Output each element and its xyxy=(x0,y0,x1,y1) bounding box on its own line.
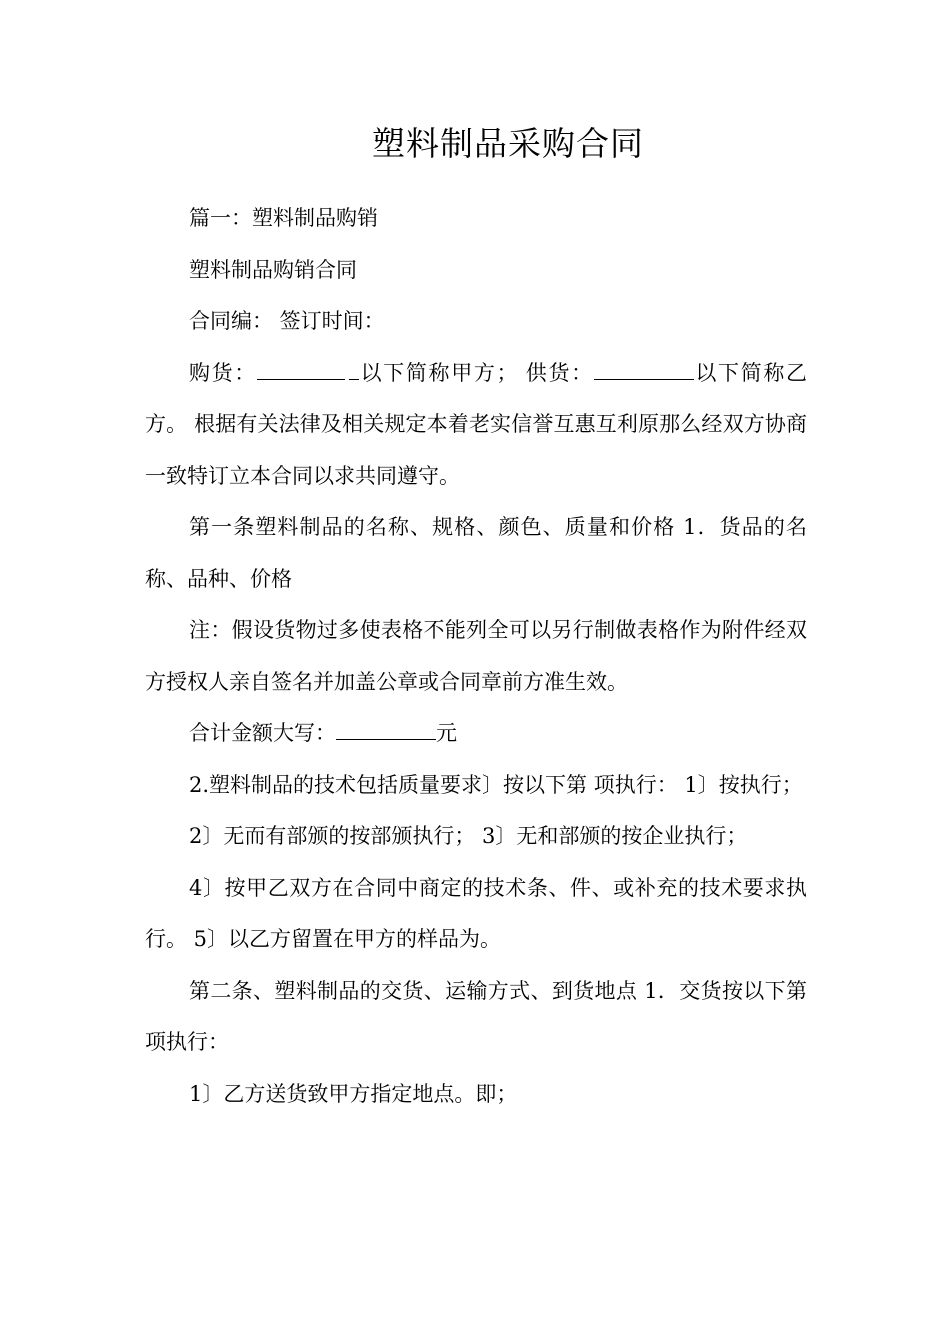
paragraph-article-2: 第二条、塑料制品的交货、运输方式、到货地点 1．交货按以下第 项执行： xyxy=(145,978,807,1054)
total-amount-unit: 元 xyxy=(436,721,457,745)
paragraph-note: 注：假设货物过多使表格不能列全可以另行制做表格作为附件经双方授权人亲自签名并加盖公章或合同章前方准生效。 xyxy=(145,618,807,694)
total-amount-blank xyxy=(336,717,436,740)
paragraph-contract-name: 塑料制品购销合同 xyxy=(189,257,357,282)
total-amount-label: 合计金额大写： xyxy=(189,721,336,745)
paragraph-standard-options-2-3: 2〕无而有部颁的按部颁执行； 3〕无和部颁的按企业执行； xyxy=(189,824,748,848)
paragraph-article-1: 第一条塑料制品的名称、规格、颜色、质量和价格 1．货品的名称、品种、价格 xyxy=(145,515,807,591)
buyer-label: 购货： xyxy=(189,360,257,385)
buyer-suffix: 以下简称甲方； 供货： xyxy=(358,360,594,385)
paragraph-contract-number: 合同编： 签订时间： xyxy=(189,309,385,333)
paragraph-delivery-option-1: 1〕乙方送货致甲方指定地点。即； xyxy=(189,1081,518,1106)
buyer-blank-extra xyxy=(349,357,359,380)
paragraph-chapter-heading: 篇一：塑料制品购销 xyxy=(189,206,378,230)
document-body xyxy=(145,193,807,1120)
seller-blank xyxy=(594,357,694,380)
document-title: 塑料制品采购合同 xyxy=(372,124,644,163)
paragraph-technical-standard: 2.塑料制品的技术包括质量要求〕按以下第 项执行： 1〕按执行； xyxy=(189,772,803,797)
paragraph-total-amount xyxy=(145,708,807,760)
seller-suffix: 以下简称乙方。 根据有关法律及相关规定本着老实信誉互惠互利原那么经双方协商一致特订立本合同以求共同遵守。 xyxy=(145,360,808,488)
paragraph-parties xyxy=(145,348,807,503)
buyer-blank xyxy=(257,357,345,380)
paragraph-standard-options-4-5: 4〕按甲乙双方在合同中商定的技术条、件、或补充的技术要求执行。 5〕以乙方留置在甲方的样品为。 xyxy=(145,875,807,951)
